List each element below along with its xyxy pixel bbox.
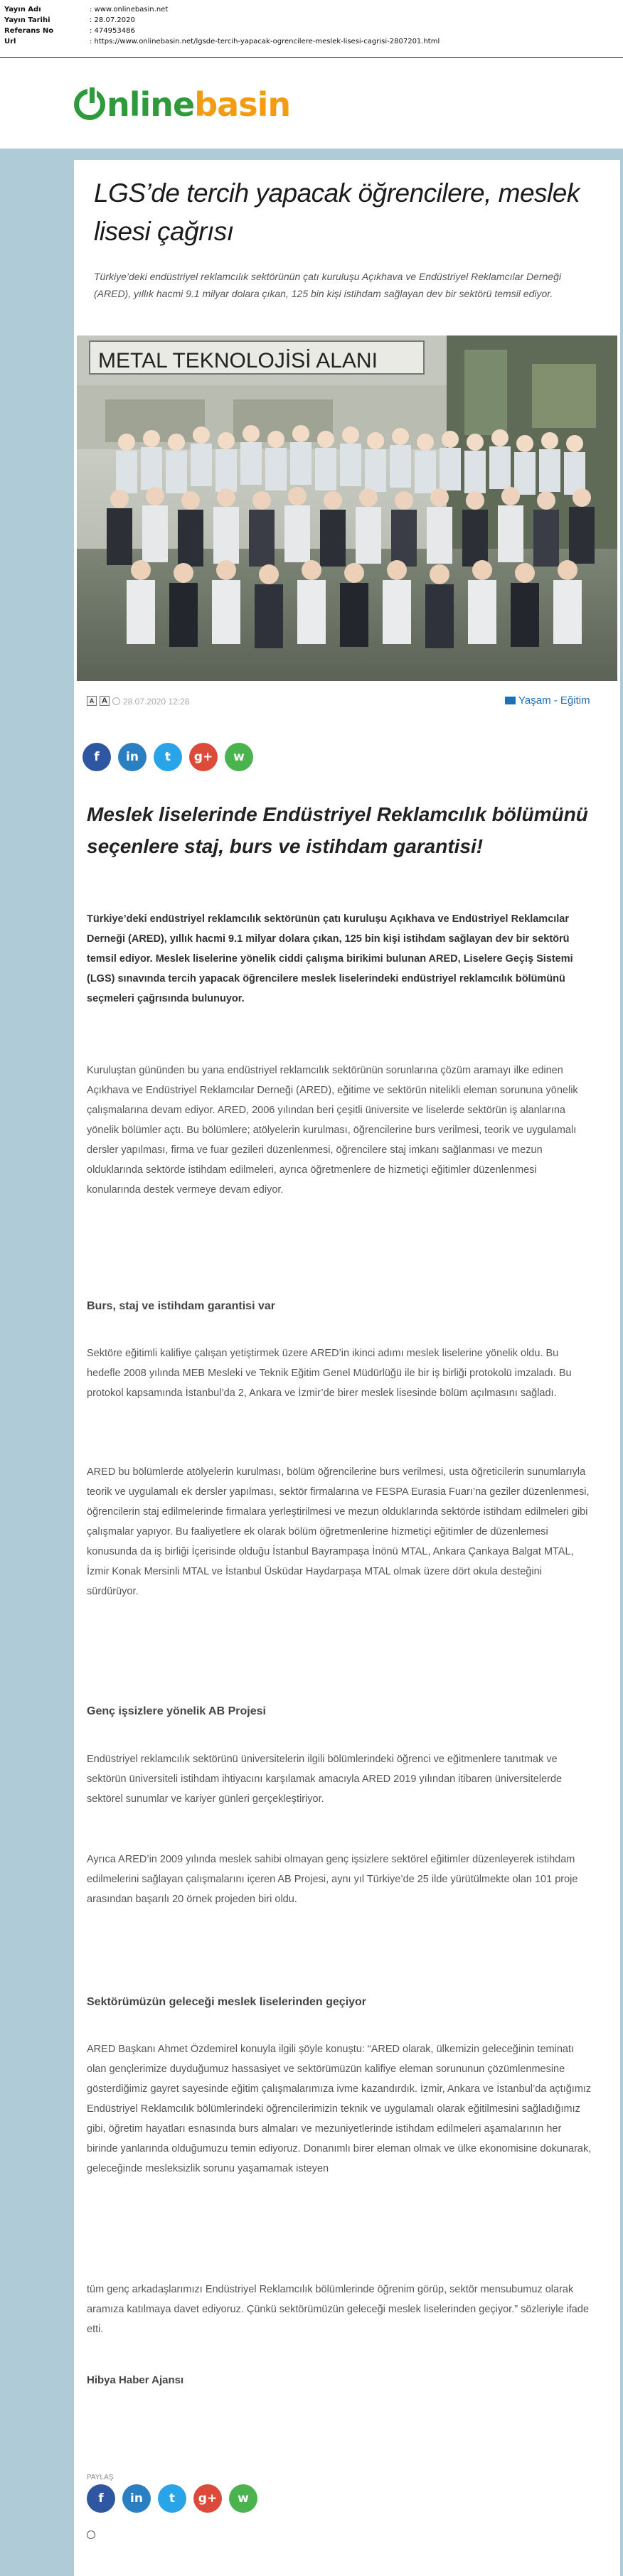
- twitter-share-button[interactable]: t: [158, 2484, 186, 2513]
- meta-value: : 474953486: [90, 27, 135, 35]
- article-timestamp: 28.07.2020 12:28: [123, 697, 190, 707]
- article-paragraph: ARED Başkanı Ahmet Özdemirel konuyla ilgili şöyle konuştu: “ARED olarak, ülkemizin geleceğinin teminatı olan gençlerimize duyduğumuz hassasiyet ve sektörümüzün kalifiye eleman sorununun çözümlenmesine gösterdiğimiz gayret sayesinde eğitim çalışmalarımıza ivme kazandırdık. İzmir, Ankara ve İstanbul’da açtığımız Endüstriyel Reklamcılık bölümlerindeki öğrencilerimizin teknik ve uygulamalı olarak eğitilmesini sağladığımız gibi, öğretim hayatları esnasında burs almaları ve mezuniyetlerinde istihdam edilmeleri aşamalarının her birinde yanlarında olduğumuzu temin ediyoruz. Donanımlı birer eleman olmak ve ülke ekonomisine dokunarak, geleceğinde mesleksizlik sorunu yaşamamak isteyen: [87, 2044, 592, 2174]
- linkedin-share-button[interactable]: in: [118, 743, 147, 771]
- article-paragraph: Sektöre eğitimli kalifiye çalışan yetiştirmek üzere ARED’in ikinci adımı meslek liselerine yönelik oldu. Bu hedefle 2008 yılında MEB Mesleki ve Teknik Eğitim Genel Müdürlüğü ile bir iş birliği protokolü imzaladı. Bu protokol kapsamında İstanbul’da 2, Ankara ve İzmir’de birer meslek lisesinde bölüm açılmasını sağladı.: [87, 1348, 572, 1399]
- googleplus-share-button[interactable]: g+: [189, 743, 218, 771]
- share-bar-top: [82, 743, 253, 771]
- section-heading: Sektörümüzün geleceği meslek liselerinden geçiyor: [87, 1996, 367, 2008]
- article-paragraph: Endüstriyel reklamcılık sektörünü üniversitelerin ilgili bölümlerindeki öğrenci ve eğitmenlere tanıtmak ve sektörün üniversiteli istihdam ihtiyacını karşılamak amacıyla ARED 2019 yılından itibaren üniversitelerde sektörel sunumlar ve kariyer günleri gerçekleştiriyor.: [87, 1754, 563, 1805]
- article-lead: Meslek liselerinde Endüstriyel Reklamcılık bölümünü seçenlere staj, burs ve istihdam garantisi!: [87, 803, 588, 857]
- share-label: PAYLAŞ: [87, 2474, 114, 2481]
- meta-value: : www.onlinebasin.net: [90, 6, 169, 14]
- article-intro: Türkiye’deki endüstriyel reklamcılık sektörünün çatı kuruluşu Açıkhava ve Endüstriyel Reklamcılar Derneği (ARED), yıllık hacmi 9.1 milyar dolara çıkan, 125 bin kişi istihdam sağlayan dev bir sektörü temsil ediyor. Meslek liselerine yönelik ciddi çalışma birikimi bulunan ARED, Liselere Geçiş Sistemi (LGS) sınavında tercih yapacak öğrencilere meslek liselerindeki endüstriyel reklamcılık bölümünü seçmeleri çağrısında bulunuyor.: [87, 913, 573, 1004]
- clipping-metadata: [0, 0, 623, 60]
- power-icon: [74, 89, 105, 120]
- meta-value[interactable]: : https://www.onlinebasin.net/lgsde-tercih-yapacak-ogrencilere-meslek-lisesi-cagrisi-2807201.html: [90, 38, 440, 45]
- whatsapp-share-button[interactable]: w: [229, 2484, 257, 2513]
- meta-key: Referans No: [4, 27, 54, 35]
- header-divider: [0, 57, 623, 58]
- logo-basin-text: basin: [194, 85, 291, 124]
- article-title: LGS’de tercih yapacak öğrencilere, meslek lisesi çağrısı: [94, 178, 580, 246]
- meta-row-reference: [4, 26, 619, 36]
- linkedin-share-button[interactable]: in: [122, 2484, 151, 2513]
- font-decrease-button[interactable]: A: [87, 696, 97, 706]
- clock-icon: [112, 697, 120, 705]
- facebook-share-button[interactable]: f: [87, 2484, 115, 2513]
- article-source: Hibya Haber Ajansı: [87, 2374, 184, 2386]
- meta-key: Url: [4, 38, 16, 45]
- meta-row-url: [4, 36, 619, 47]
- article-paragraph: Kuruluştan gününden bu yana endüstriyel reklamcılık sektörünün sorunlarına çözüm aramayı ilke edinen Açıkhava ve Endüstriyel Reklamcılar Derneği (ARED), eğitime ve sektörün nitelikli eleman sorununa yönelik çalışmalarına devam ediyor. ARED, 2006 yılından beri çeşitli üniversite ve liselerde sektörün iş alanlarına yönelik bölümler açtı. Bu bölümlere; atölyelerin kurulması, öğrencilerine burs verilmesi, teorik ve uygulamalı dersler yapılması, firma ve fuar gezileri düzenlenmesi, öğrencilere staj imkanı sağlanması ve mezun olduklarında sektörde istihdam edilmeleri, ayrıca öğretmenlere de hizmetiçi eğitimler düzenlenmesi konularında destek vermeye devam ediyor.: [87, 1065, 578, 1196]
- meta-row-date: [4, 15, 619, 26]
- facebook-share-button[interactable]: f: [82, 743, 111, 771]
- photo-sign-text: METAL TEKNOLOJİSİ ALANI: [98, 349, 378, 372]
- font-increase-button[interactable]: A: [100, 696, 110, 706]
- article-paragraph: Ayrıca ARED’in 2009 yılında meslek sahibi olmayan genç işsizlere sektörel eğitimler düzenleyerek istihdam edilmelerini sağlayan çalışmalarını içeren AB Projesi, aynı yıl Türkiye’de 25 ilde yürütülmekte olan 101 proje arasından başarılı 20 örnek projeden biri oldu.: [87, 1854, 578, 1905]
- article-card: [74, 160, 620, 2576]
- section-heading: Burs, staj ve istihdam garantisi var: [87, 1300, 275, 1312]
- meta-value: : 28.07.2020: [90, 16, 135, 24]
- meta-key: Yayın Adı: [4, 6, 41, 14]
- article-subtitle: Türkiye’deki endüstriyel reklamcılık sektörünün çatı kuruluşu Açıkhava ve Endüstriyel Reklamcılar Derneği (ARED), yıllık hacmi 9.1 milyar dolara çıkan, 125 bin kişi istihdam sağlayan dev bir sektörü temsil ediyor.: [94, 271, 561, 299]
- site-logo[interactable]: [74, 85, 290, 124]
- section-heading: Genç işsizlere yönelik AB Projesi: [87, 1705, 266, 1717]
- article-paragraph: ARED bu bölümlerde atölyelerin kurulması, bölüm öğrencilerine burs verilmesi, usta öğreticilerin sunumlarıyla teorik ve uygulamalı ek dersler yapılması, sektör firmalarına ve FESPA Eurasia Fuarı’na geziler düzenlenmesi, öğrencilerin staj edilmelerinde firmalara yerleştirilmesi ve mezun olduklarında sektörde istihdam edilmeleri gibi çalışmalar yapıyor. Bu faaliyetlere ek olarak bölüm öğretmenlerine hizmetiçi eğitimler de düzenlemesi konusunda da iş birliği İçerisinde olduğu İstanbul Bayrampaşa İnönü MTAL, Ankara Çankaya Balgat MTAL, İzmir Konak Mersinli MTAL ve İstanbul Üsküdar Haydarpaşa MTAL olmak üzere dört okula desteğini sürdürüyor.: [87, 1466, 590, 1597]
- article-paragraph: tüm genç arkadaşlarımızı Endüstriyel Reklamcılık bölümlerinde öğrenim görüp, sektör mensubumuz olarak aramıza katılmaya davet ediyoruz. Çünkü sektörümüzün geleceği meslek liselerinden geçiyor.” sözleriyle ifade etti.: [87, 2284, 590, 2335]
- meta-row-publication: [4, 4, 619, 15]
- logo-online-text: nline: [107, 85, 195, 124]
- article-category-link[interactable]: Yaşam - Eğitim: [518, 694, 590, 707]
- twitter-share-button[interactable]: t: [154, 743, 182, 771]
- site-header: [0, 60, 623, 149]
- clock-icon: [87, 2531, 95, 2539]
- article-toolbar: [77, 693, 617, 712]
- article-photo: [77, 336, 617, 681]
- share-bar-bottom: [87, 2484, 257, 2513]
- googleplus-share-button[interactable]: g+: [193, 2484, 222, 2513]
- meta-key: Yayın Tarihi: [4, 16, 50, 24]
- group-photo-illustration: [77, 336, 617, 681]
- whatsapp-share-button[interactable]: w: [225, 743, 253, 771]
- folder-icon: [505, 697, 516, 704]
